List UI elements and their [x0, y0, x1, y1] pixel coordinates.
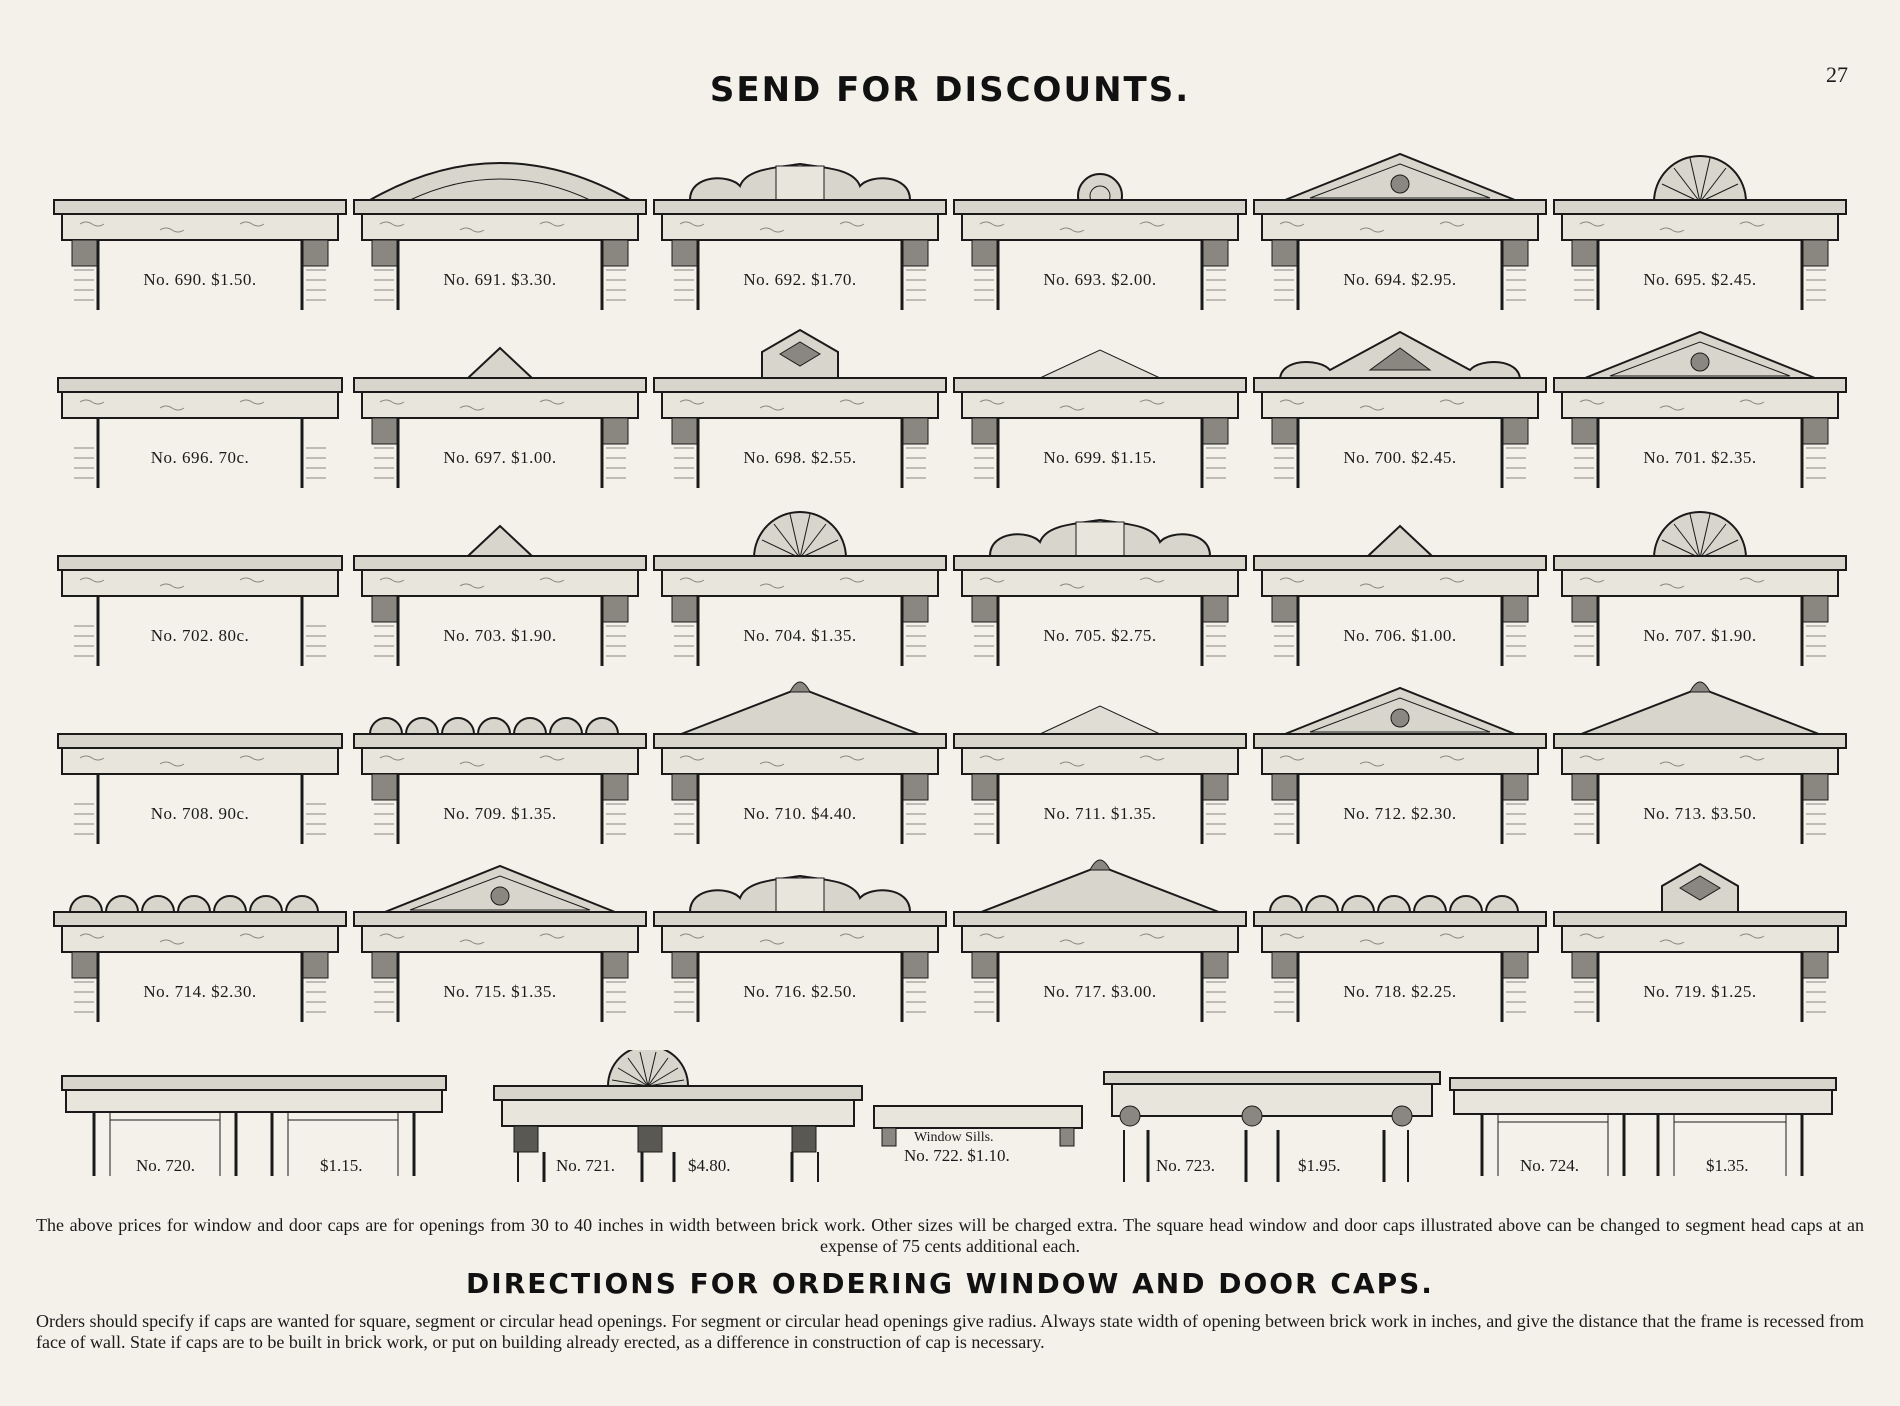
- cap-label: No. 704. $1.35.: [743, 626, 857, 645]
- cap-724-illustration: [1448, 1050, 1838, 1200]
- cap-cell: [950, 496, 1250, 674]
- cap-cell: [650, 140, 950, 318]
- directions-text: Orders should specify if caps are wanted for square, segment or circular head openings. For segment or circular head openings give radius. Always state width of opening between brick work in inches, and give the distance that the frame is recessed from face of wall. State if caps are to be built in brick work, or put on building already erected, as a difference in construction of cap is necessary.: [36, 1311, 1864, 1352]
- cap-label: No. 690. $1.50.: [143, 270, 257, 289]
- cap-cell: [1550, 318, 1850, 496]
- cap-illustration: [50, 140, 350, 318]
- cap-illustration: [350, 852, 650, 1030]
- page-title: SEND FOR DISCOUNTS.: [709, 70, 1191, 110]
- cap-illustration: [350, 140, 650, 318]
- cap-illustration: [650, 852, 950, 1030]
- cap-label: No. 707. $1.90.: [1643, 626, 1757, 645]
- cap-illustration: [350, 496, 650, 674]
- cap-cell: [350, 496, 650, 674]
- cap-720-number: No. 720.: [136, 1156, 196, 1175]
- cap-label: No. 696. 70c.: [150, 448, 250, 467]
- cap-label: No. 691. $3.30.: [443, 270, 557, 289]
- cap-720-price: $1.15.: [320, 1156, 363, 1175]
- cap-illustration: [1250, 852, 1550, 1030]
- cap-cell: [50, 852, 350, 1030]
- cap-cell: [1250, 674, 1550, 852]
- cap-cell: [650, 674, 950, 852]
- directions-title: DIRECTIONS FOR ORDERING WINDOW AND DOOR CAPS.: [466, 1267, 1434, 1300]
- cap-label: No. 717. $3.00.: [1043, 982, 1157, 1001]
- cap-label: No. 708. 90c.: [150, 804, 250, 823]
- cap-illustration: [950, 674, 1250, 852]
- cap-illustration: [1550, 674, 1850, 852]
- cap-722-number: No. 722. $1.10.: [904, 1146, 1010, 1165]
- cap-illustration: [950, 140, 1250, 318]
- cap-cell: [350, 140, 650, 318]
- cap-label: No. 703. $1.90.: [443, 626, 557, 645]
- cap-722-note: Window Sills.: [914, 1130, 994, 1145]
- cap-illustration: [1550, 140, 1850, 318]
- cap-cell: [50, 674, 350, 852]
- cap-label: No. 702. 80c.: [150, 626, 250, 645]
- cap-cell: [350, 852, 650, 1030]
- cap-cell: [950, 674, 1250, 852]
- cap-label: No. 719. $1.25.: [1643, 982, 1757, 1001]
- cap-cell: [50, 496, 350, 674]
- cap-illustration: [50, 496, 350, 674]
- cap-label: No. 711. $1.35.: [1043, 804, 1157, 823]
- cap-cell: [1550, 496, 1850, 674]
- cap-illustration: [1250, 496, 1550, 674]
- cap-723-number: No. 723.: [1156, 1156, 1216, 1175]
- cap-illustration: [50, 318, 350, 496]
- cap-722: [870, 1050, 1086, 1200]
- cap-cell: [50, 318, 350, 496]
- cap-label: No. 699. $1.15.: [1043, 448, 1157, 467]
- cap-label: No. 706. $1.00.: [1343, 626, 1457, 645]
- cap-label: No. 713. $3.50.: [1643, 804, 1757, 823]
- cap-cell: [1250, 140, 1550, 318]
- cap-label: No. 701. $2.35.: [1643, 448, 1757, 467]
- caps-grid: [50, 140, 1850, 1030]
- wide-caps-row: [58, 1050, 1858, 1200]
- cap-illustration: [650, 496, 950, 674]
- cap-723: [1102, 1050, 1442, 1200]
- cap-723-price: $1.95.: [1298, 1156, 1341, 1175]
- cap-label: No. 715. $1.35.: [443, 982, 557, 1001]
- cap-illustration: [1550, 852, 1850, 1030]
- cap-label: No. 693. $2.00.: [1043, 270, 1157, 289]
- cap-illustration: [950, 318, 1250, 496]
- cap-illustration: [1250, 674, 1550, 852]
- cap-label: No. 694. $2.95.: [1343, 270, 1457, 289]
- cap-illustration: [50, 674, 350, 852]
- cap-label: No. 716. $2.50.: [743, 982, 857, 1001]
- cap-label: No. 698. $2.55.: [743, 448, 857, 467]
- cap-illustration: [950, 852, 1250, 1030]
- cap-cell: [350, 318, 650, 496]
- cap-label: No. 700. $2.45.: [1343, 448, 1457, 467]
- cap-label: No. 709. $1.35.: [443, 804, 557, 823]
- cap-illustration: [1550, 318, 1850, 496]
- cap-721-number: No. 721.: [556, 1156, 616, 1175]
- cap-723-illustration: [1102, 1050, 1442, 1200]
- cap-illustration: [950, 496, 1250, 674]
- cap-721-illustration: [492, 1050, 864, 1200]
- cap-cell: [1550, 852, 1850, 1030]
- cap-illustration: [650, 674, 950, 852]
- cap-724: [1448, 1050, 1838, 1200]
- cap-label: No. 712. $2.30.: [1343, 804, 1457, 823]
- cap-cell: [650, 852, 950, 1030]
- cap-label: No. 710. $4.40.: [743, 804, 857, 823]
- cap-label: No. 695. $2.45.: [1643, 270, 1757, 289]
- cap-illustration: [50, 852, 350, 1030]
- cap-label: No. 718. $2.25.: [1343, 982, 1457, 1001]
- cap-illustration: [350, 318, 650, 496]
- cap-cell: [650, 496, 950, 674]
- page-number: 27: [1826, 62, 1848, 87]
- cap-cell: [1250, 318, 1550, 496]
- cap-cell: [350, 674, 650, 852]
- cap-illustration: [350, 674, 650, 852]
- cap-722-illustration: [870, 1050, 1086, 1200]
- cap-721-price: $4.80.: [688, 1156, 731, 1175]
- cap-cell: [950, 318, 1250, 496]
- cap-cell: [1250, 496, 1550, 674]
- cap-cell: [650, 318, 950, 496]
- cap-724-number: No. 724.: [1520, 1156, 1580, 1175]
- cap-cell: [50, 140, 350, 318]
- cap-721: [492, 1050, 864, 1200]
- cap-cell: [1250, 852, 1550, 1030]
- cap-illustration: [650, 318, 950, 496]
- cap-illustration: [1250, 140, 1550, 318]
- cap-label: No. 705. $2.75.: [1043, 626, 1157, 645]
- cap-label: No. 714. $2.30.: [143, 982, 257, 1001]
- cap-cell: [1550, 140, 1850, 318]
- cap-illustration: [1250, 318, 1550, 496]
- cap-724-price: $1.35.: [1706, 1156, 1749, 1175]
- cap-label: No. 697. $1.00.: [443, 448, 557, 467]
- cap-cell: [1550, 674, 1850, 852]
- cap-illustration: [1550, 496, 1850, 674]
- pricing-note: The above prices for window and door caps are for openings from 30 to 40 inches in width between brick work. Other sizes will be charged extra. The square head window and door caps illustrated above can be changed to segment head caps at an expense of 75 cents additional each.: [36, 1215, 1864, 1256]
- cap-cell: [950, 852, 1250, 1030]
- cap-illustration: [650, 140, 950, 318]
- cap-720-illustration: [58, 1050, 450, 1200]
- cap-label: No. 692. $1.70.: [743, 270, 857, 289]
- cap-cell: [950, 140, 1250, 318]
- cap-720: [58, 1050, 450, 1200]
